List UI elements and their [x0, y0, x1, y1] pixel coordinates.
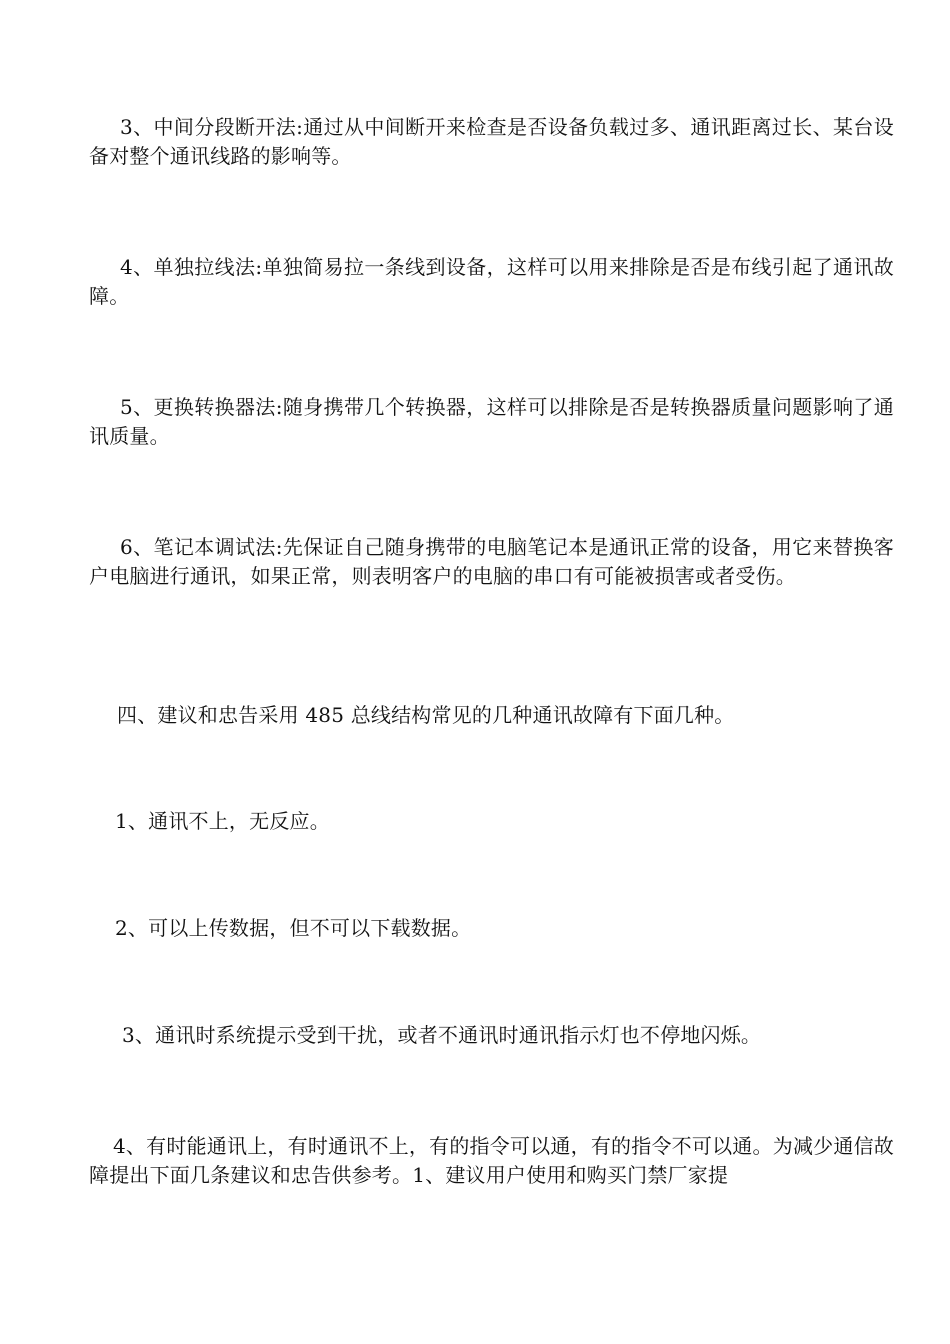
paragraph-method-6: 6、笔记本调试法:先保证自己随身携带的电脑笔记本是通讯正常的设备，用它来替换客户电脑进行通讯，如果正常，则表明客户的电脑的串口有可能被损害或者受伤。 [89, 535, 894, 588]
paragraph-fault-3: 3、通讯时系统提示受到干扰，或者不通讯时通讯指示灯也不停地闪烁。 [122, 1023, 762, 1047]
paragraph-method-4: 4、单独拉线法:单独简易拉一条线到设备，这样可以用来排除是否是布线引起了通讯故障。 [89, 255, 894, 308]
paragraph-section-4-heading: 四、建议和忠告采用 485 总线结构常见的几种通讯故障有下面几种。 [117, 703, 735, 727]
paragraph-fault-2: 2、可以上传数据，但不可以下载数据。 [115, 916, 472, 940]
paragraph-fault-4: 4、有时能通讯上，有时通讯不上，有的指令可以通，有的指令不可以通。为减少通信故障提出下面几条建议和忠告供参考。1、建议用户使用和购买门禁厂家提 [89, 1134, 894, 1187]
paragraph-method-3: 3、中间分段断开法:通过从中间断开来检查是否设备负载过多、通讯距离过长、某台设备对整个通讯线路的影响等。 [89, 115, 894, 168]
paragraph-method-5: 5、更换转换器法:随身携带几个转换器，这样可以排除是否是转换器质量问题影响了通讯质量。 [89, 395, 894, 448]
paragraph-fault-1: 1、通讯不上，无反应。 [115, 809, 330, 833]
